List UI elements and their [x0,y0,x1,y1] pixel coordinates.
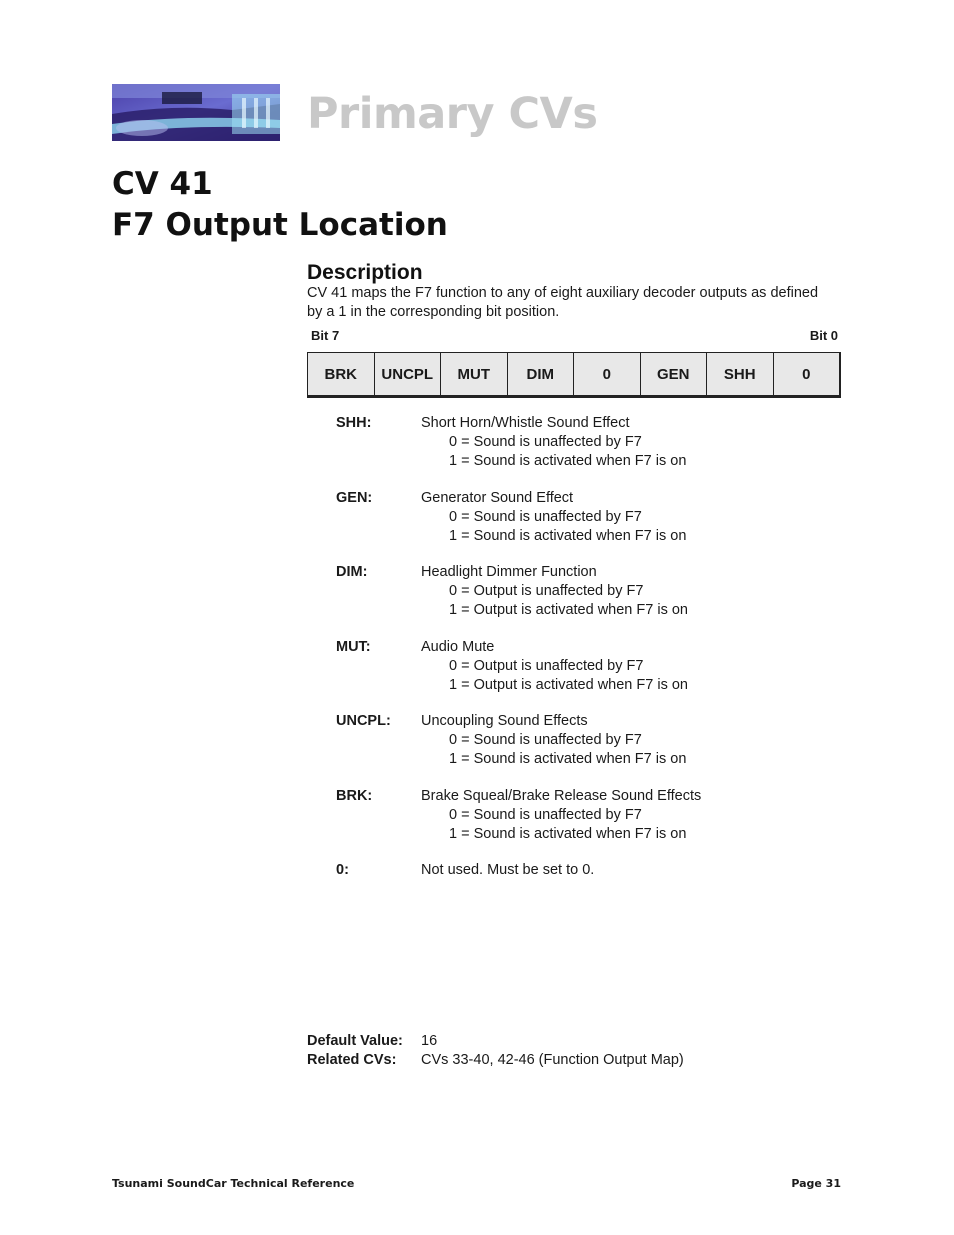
definition-title: Brake Squeal/Brake Release Sound Effects [421,787,702,804]
description-text: CV 41 maps the F7 function to any of eight auxiliary decoder outputs as defined by a 1 in the corresponding bit position. [307,285,819,320]
footer-document-title: Tsunami SoundCar Technical Reference [112,1177,355,1190]
definition-term: GEN: [336,489,373,506]
bit-cell-0: 0 [802,365,811,383]
bit-cell-3: 0 [574,353,641,395]
default-value: 16 [421,1033,438,1049]
bit-0-label: Bit 0 [809,328,838,343]
definition-option-0: 0 = Sound is unaffected by F7 [449,732,642,748]
definition-option-0: 0 = Output is unaffected by F7 [449,657,644,674]
definition-title: Short Horn/Whistle Sound Effect [421,415,630,431]
definition-item [336,414,836,471]
definition-term: UNCPL: [336,713,391,729]
definition-item [336,638,836,695]
header-photo [112,84,280,141]
definition-item [336,861,836,880]
page-title [112,164,448,246]
bit-cell-7: BRK [308,353,375,395]
cv-number: CV 41 [112,166,213,202]
definition-term: SHH: [336,415,372,431]
default-value-row [307,1032,684,1051]
bit-cell-6: UNCPL [375,353,442,395]
definition-term: DIM: [336,564,368,580]
definition-item [336,489,836,546]
definition-option-0: 0 = Output is unaffected by F7 [449,583,644,599]
definition-title: Generator Sound Effect [421,489,574,506]
definition-item [336,563,836,620]
definition-option-0: 0 = Sound is unaffected by F7 [449,806,642,823]
related-cvs-value: CVs 33-40, 42-46 (Function Output Map) [421,1052,684,1068]
definition-term: 0: [336,862,349,878]
definition-option-1: 1 = Output is activated when F7 is on [449,602,688,618]
description-heading: Description [307,261,423,284]
definition-option-1: 1 = Output is activated when F7 is on [449,676,688,693]
definition-option-0: 0 = Sound is unaffected by F7 [449,508,642,525]
definition-title: Uncoupling Sound Effects [421,713,588,729]
definition-option-1: 1 = Sound is activated when F7 is on [449,453,687,469]
bit-cell-5: MUT [441,353,508,395]
definition-option-0: 0 = Sound is unaffected by F7 [449,434,642,450]
cv-name: F7 Output Location [112,207,448,243]
definition-term: MUT: [336,638,371,655]
footer-page-number: Page 31 [791,1177,841,1190]
definition-term: BRK: [336,787,373,804]
cv-metadata [307,1032,684,1070]
related-cvs-label: Related CVs: [307,1052,397,1068]
bit-cell-4: DIM [508,353,575,395]
default-value-label: Default Value: [307,1033,403,1049]
definition-item [336,712,836,769]
definition-item [336,787,836,844]
related-cvs-row [307,1051,684,1070]
definition-option-1: 1 = Sound is activated when F7 is on [449,751,687,767]
definition-title: Audio Mute [421,638,495,655]
definition-list [336,414,836,898]
bit-cell-2: GEN [641,353,708,395]
definition-option-1: 1 = Sound is activated when F7 is on [449,825,687,842]
definition-title: Not used. Must be set to 0. [421,862,595,878]
definition-option-1: 1 = Sound is activated when F7 is on [449,527,687,544]
bit-7-label: Bit 7 [311,328,340,343]
definition-title: Headlight Dimmer Function [421,564,597,580]
bit-table [307,352,841,398]
bit-cell-1: SHH [707,353,774,395]
section-title: Primary CVs [307,89,598,139]
